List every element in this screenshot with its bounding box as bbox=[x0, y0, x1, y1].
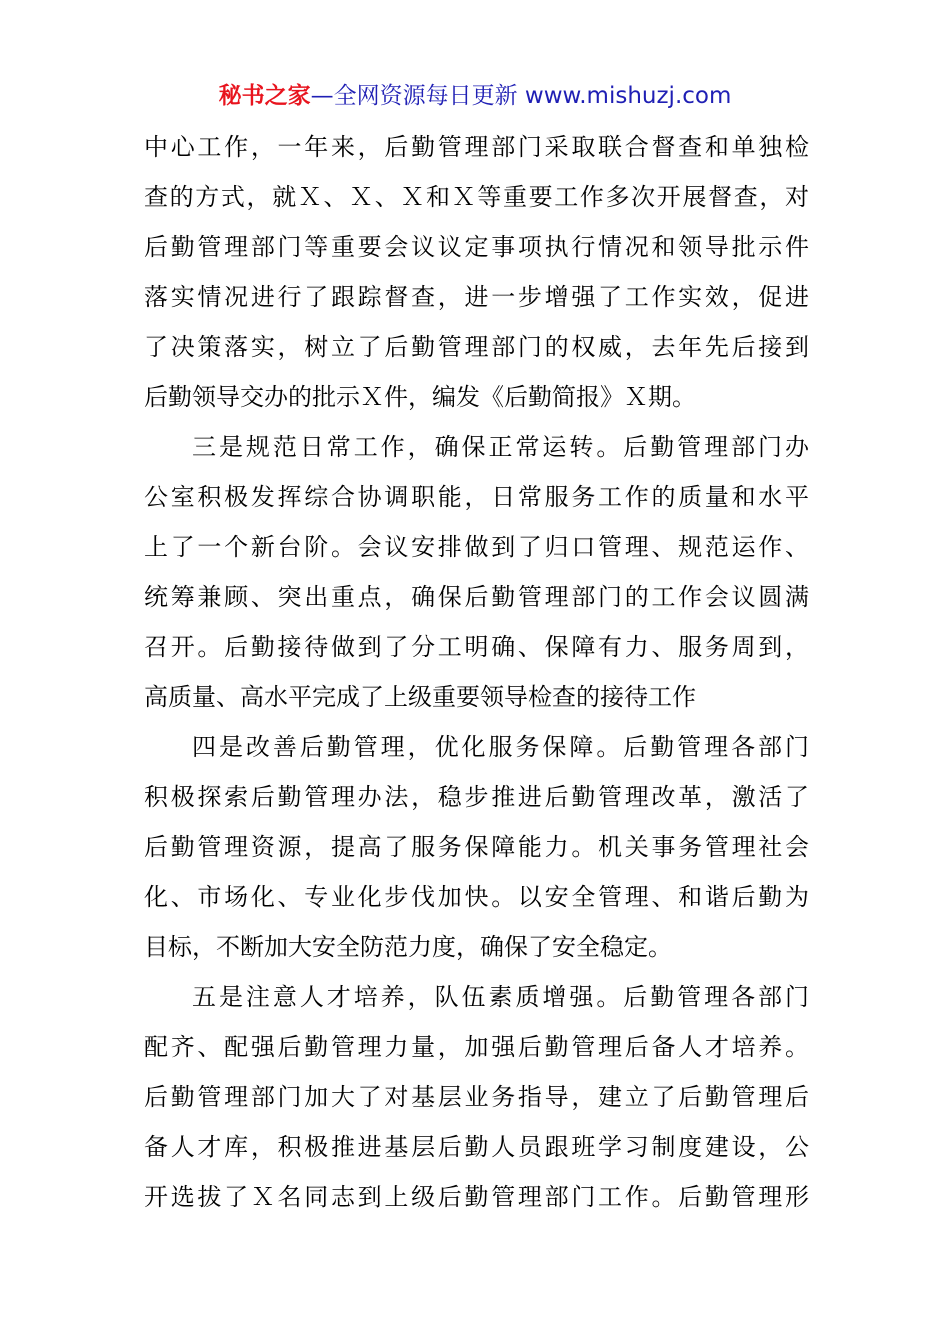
text-line: 目标，不断加大安全防范力度，确保了安全稳定。 bbox=[144, 933, 672, 961]
text-line: 后勤领导交办的批示Ｘ件，编发《后勤简报》Ｘ期。 bbox=[144, 383, 696, 411]
paragraph-start-line: 三是规范日常工作，确保正常运转。后勤管理部门办 bbox=[192, 433, 809, 461]
paragraph-start-line: 四是改善后勤管理，优化服务保障。后勤管理各部门 bbox=[192, 733, 809, 761]
text-line: 备人才库，积极推进基层后勤人员跟班学习制度建设，公 bbox=[144, 1133, 809, 1161]
text-line: 中心工作，一年来，后勤管理部门采取联合督查和单独检 bbox=[144, 133, 809, 161]
text-line: 公室积极发挥综合协调职能，日常服务工作的质量和水平 bbox=[144, 483, 809, 511]
text-line: 积极探索后勤管理办法，稳步推进后勤管理改革，激活了 bbox=[144, 783, 809, 811]
text-line: 配齐、配强后勤管理力量，加强后勤管理后备人才培养。 bbox=[144, 1033, 809, 1061]
page-header bbox=[0, 80, 950, 112]
text-line: 开选拔了Ｘ名同志到上级后勤管理部门工作。后勤管理形 bbox=[144, 1183, 809, 1211]
text-line: 上了一个新台阶。会议安排做到了归口管理、规范运作、 bbox=[144, 533, 809, 561]
text-line: 后勤管理部门加大了对基层业务指导，建立了后勤管理后 bbox=[144, 1083, 809, 1111]
text-line: 高质量、高水平完成了上级重要领导检查的接待工作 bbox=[144, 683, 696, 711]
text-line: 后勤管理资源，提高了服务保障能力。机关事务管理社会 bbox=[144, 833, 809, 861]
header-tagline: —全网资源每日更新 bbox=[310, 83, 525, 109]
text-line: 后勤管理部门等重要会议议定事项执行情况和领导批示件 bbox=[144, 233, 809, 261]
text-line: 查的方式，就Ｘ、Ｘ、Ｘ和Ｘ等重要工作多次开展督查，对 bbox=[144, 183, 809, 211]
paragraph-start-line: 五是注意人才培养，队伍素质增强。后勤管理各部门 bbox=[192, 983, 809, 1011]
body-text bbox=[144, 122, 809, 1222]
text-line: 化、市场化、专业化步伐加快。以安全管理、和谐后勤为 bbox=[144, 883, 809, 911]
text-line: 了决策落实，树立了后勤管理部门的权威，去年先后接到 bbox=[144, 333, 809, 361]
text-line: 统筹兼顾、突出重点，确保后勤管理部门的工作会议圆满 bbox=[144, 583, 809, 611]
brand-name: 秘书之家 bbox=[218, 83, 311, 109]
site-url[interactable]: www.mishuzj.com bbox=[524, 83, 732, 109]
text-line: 召开。后勤接待做到了分工明确、保障有力、服务周到， bbox=[144, 633, 809, 661]
text-line: 落实情况进行了跟踪督查，进一步增强了工作实效，促进 bbox=[144, 283, 809, 311]
